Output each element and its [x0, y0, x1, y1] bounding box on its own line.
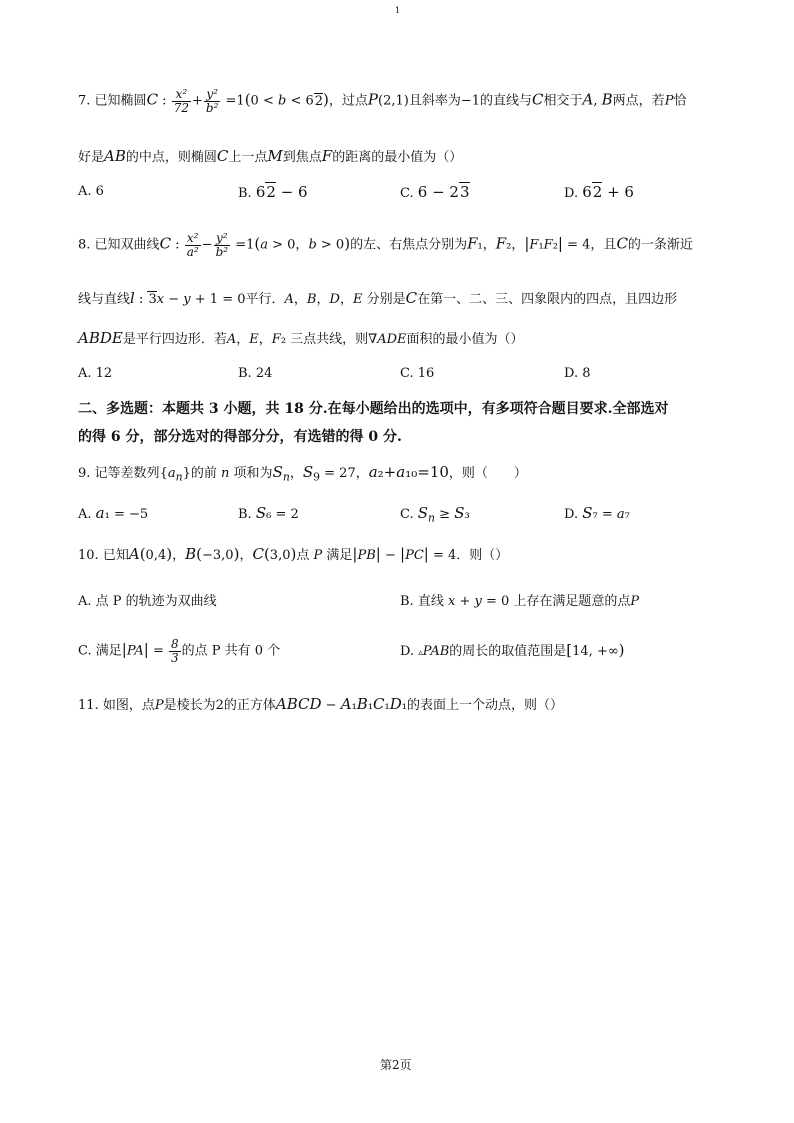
q7-option-d[interactable]: D. 62 + 6: [564, 183, 634, 201]
q7-option-c[interactable]: C. 6 − 23: [400, 183, 470, 201]
question-7-line-1: 7. 已知椭圆C : $\frac{\text{x²}}{72}$ + $\frac{\text{y²}}{\text{b²}}$ =1(0 < b < 62)，过点P(2,1)且斜率为−1的直线与C相交于A, B两点，若P恰: [78, 87, 687, 115]
header-mark: 1: [395, 6, 401, 15]
q8-option-d[interactable]: D. 8: [564, 366, 591, 381]
q7-option-b[interactable]: B. 62 − 6: [238, 183, 308, 201]
q9-option-a[interactable]: A. a₁ = −5: [78, 504, 149, 522]
q7-option-a[interactable]: A. 6: [78, 184, 104, 199]
q10-option-d[interactable]: D. ▵PAB的周长的取值范围是[14, +∞): [400, 641, 625, 659]
q9-option-b[interactable]: B. S₆ = 2: [238, 504, 299, 522]
question-9-stem: 9. 记等差数列$\{a_n\}$的前 n 项和为$S_n$，$S_9 = 27$，a₂+a₁₀=10，则（ ）: [78, 463, 527, 484]
question-8-line-2: 线与直线l : 3x − y + 1 = 0平行．A，B，D，E 分别是C在第一、二、三、四象限内的四点，且四边形: [78, 289, 678, 307]
question-7-line-2: 好是AB的中点，则椭圆C上一点M到焦点F的距离的最小值为（）: [78, 147, 463, 165]
q8-option-c[interactable]: C. 16: [400, 366, 435, 381]
question-10-stem: 10. 已知A(0,4)，B(−3,0)，C(3,0)点 P 满足|PB| − |PC| = 4．则（）: [78, 545, 509, 563]
q8-option-a[interactable]: A. 12: [78, 366, 113, 381]
question-8-line-1: 8. 已知双曲线C : $\frac{\text{x²}}{\text{a²}}$ − $\frac{\text{y²}}{\text{b²}}$ =1(a > 0，b > 0)的左、右焦点分别为F₁，F₂，|F₁F₂| = 4，且C的一条渐近: [78, 231, 693, 259]
q8-option-b[interactable]: B. 24: [238, 366, 273, 381]
q9-option-d[interactable]: D. S₇ = a₇: [564, 504, 630, 522]
q10-option-b[interactable]: B. 直线 x + y = 0 上存在满足题意的点P: [400, 594, 640, 609]
page-number: 第2页: [380, 1058, 412, 1072]
section-2-heading-line-1: 二、多选题：本题共 3 小题，共 18 分.在每小题给出的选项中，有多项符合题目要求.全部选对: [78, 401, 669, 417]
question-8-line-3: ABDE是平行四边形．若A，E，F₂ 三点共线，则∇ADE面积的最小值为（）: [78, 329, 524, 347]
q10-option-a[interactable]: A. 点 P 的轨迹为双曲线: [78, 594, 217, 609]
question-11-stem: 11. 如图，点P是棱长为2的正方体ABCD − A₁B₁C₁D₁的表面上一个动点，则（）: [78, 695, 563, 713]
q9-option-c[interactable]: C. $S_n \ge S_3$: [400, 504, 470, 525]
q10-option-c[interactable]: C. 满足|PA| = $\frac{8}{3}$ 的点 P 共有 0 个: [78, 637, 281, 665]
section-2-heading-line-2: 的得 6 分，部分选对的得部分分，有选错的得 0 分.: [78, 429, 402, 445]
